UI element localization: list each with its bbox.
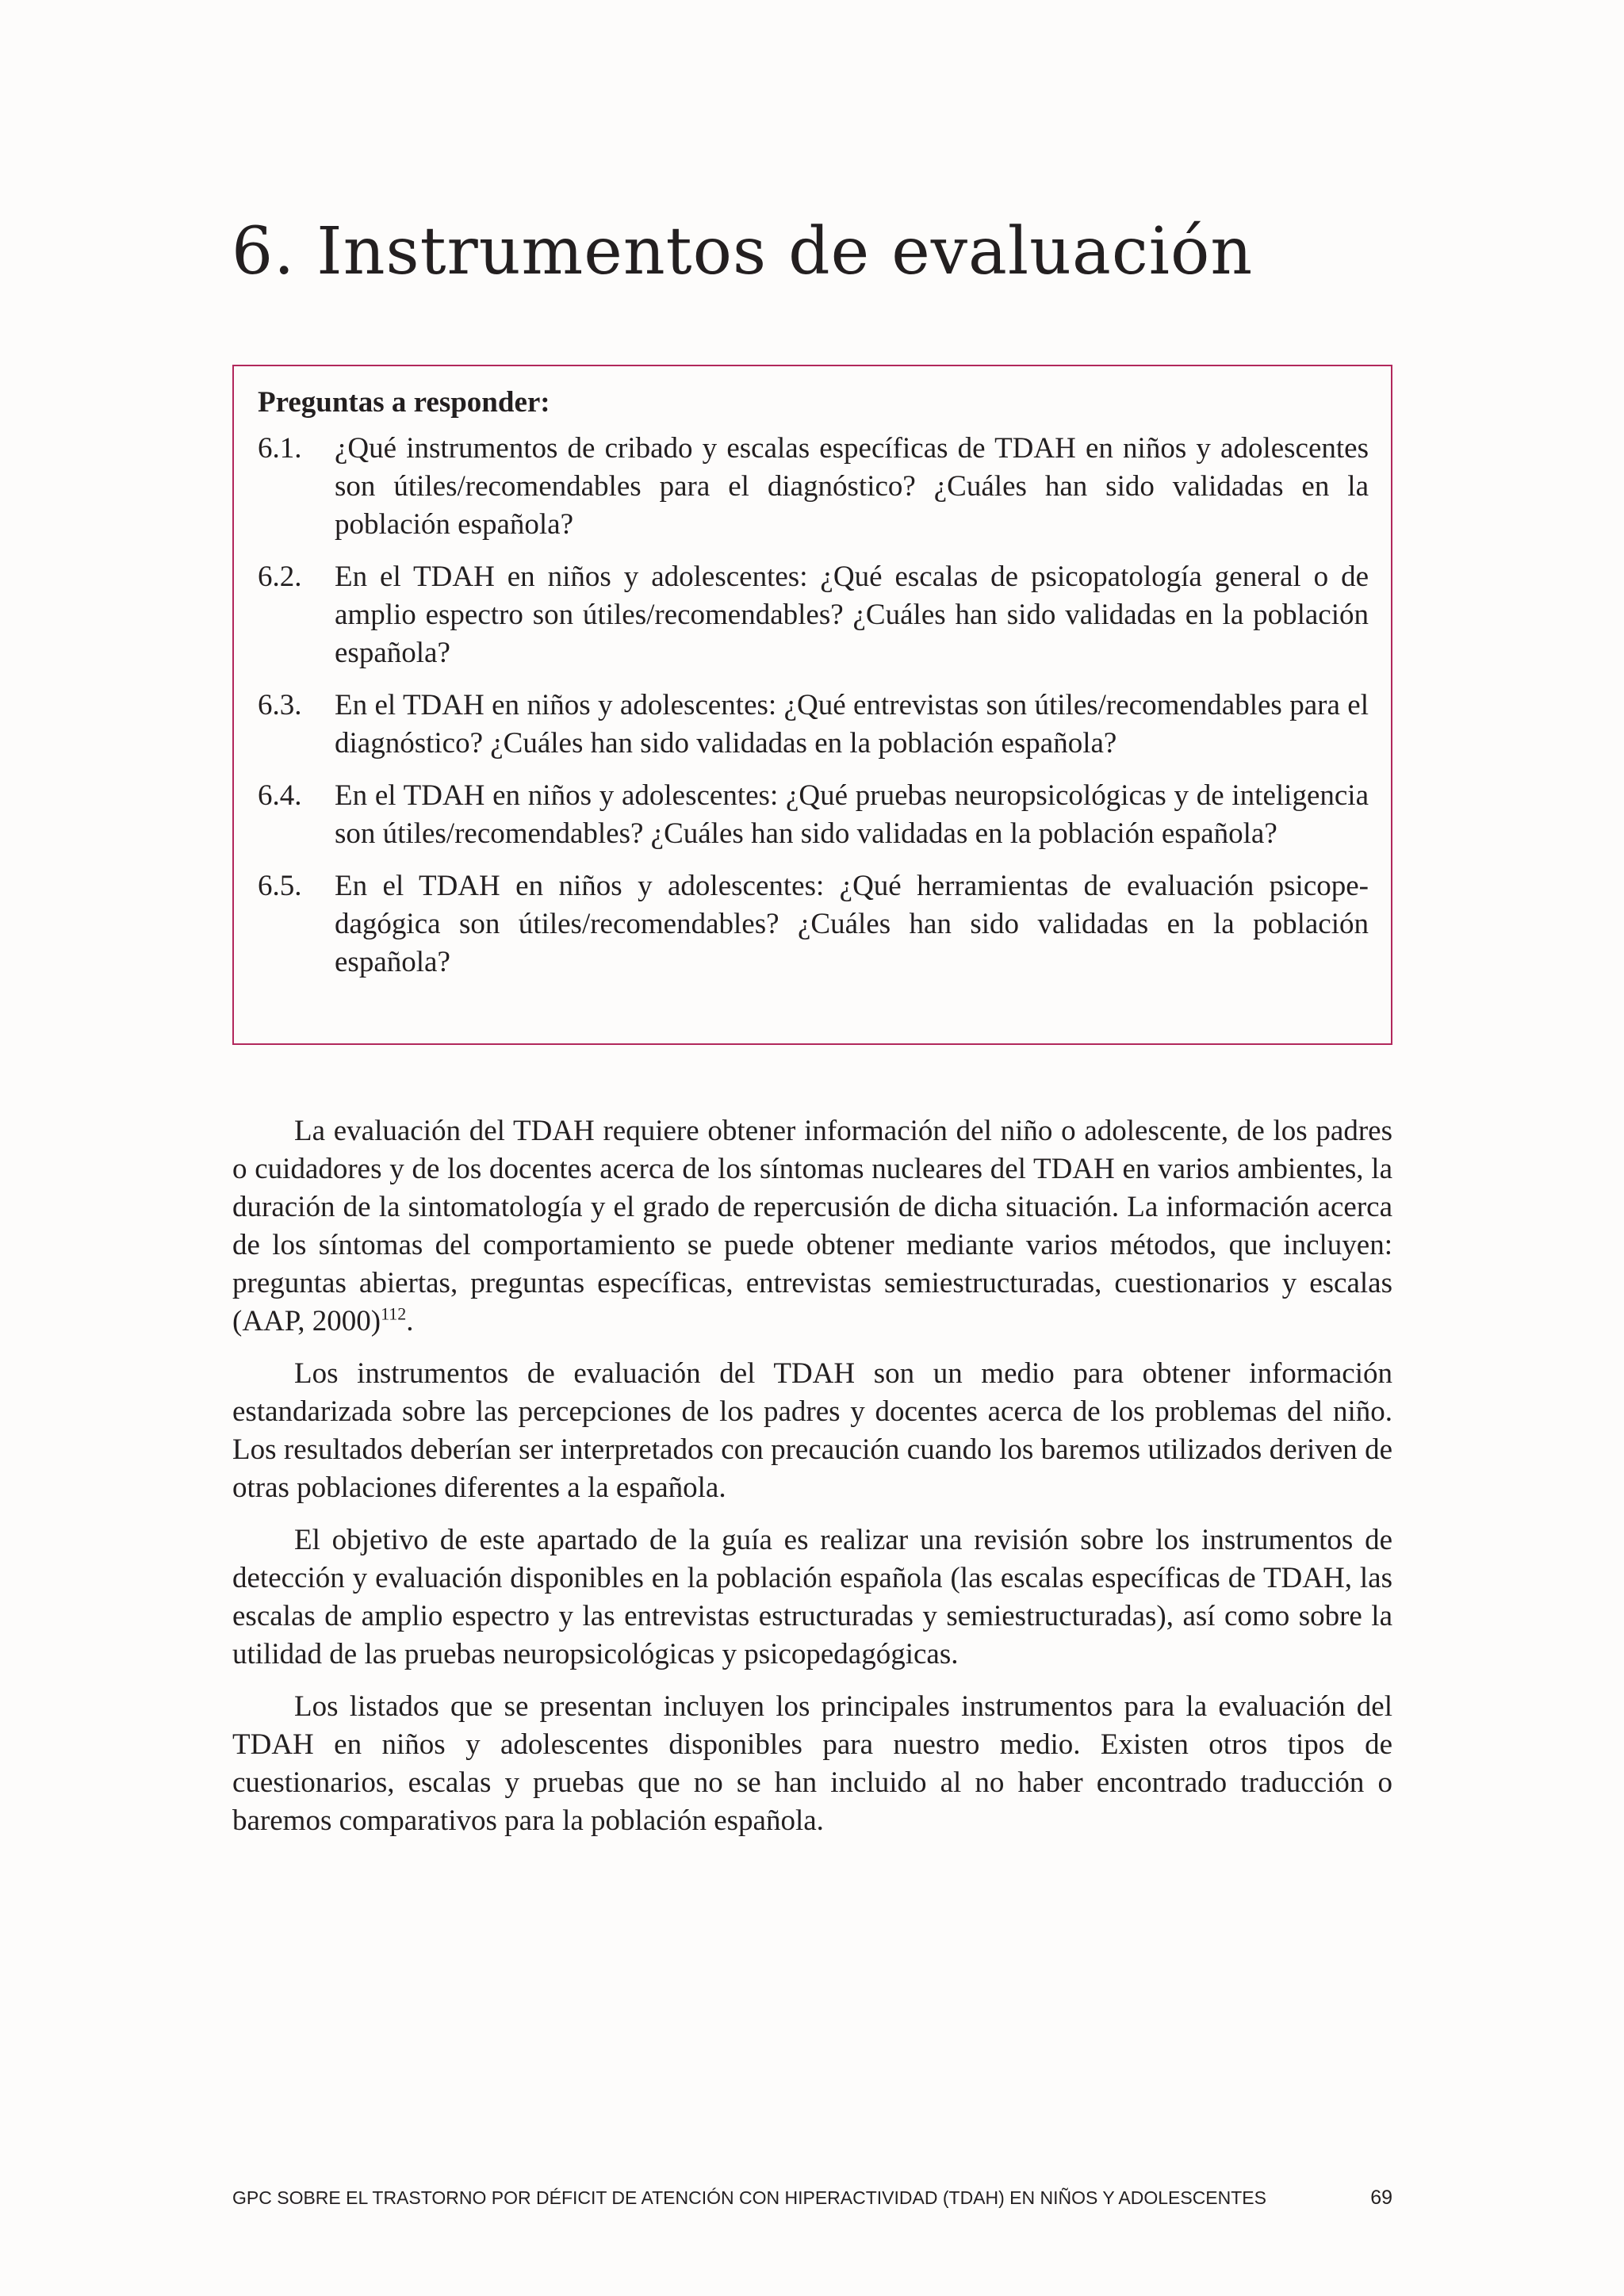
body-paragraph: El objetivo de este apartado de la guía es realizar una revisión sobre los instrumentos de detección y evaluación disponibles en la población española (las escalas específicas de TDAH, las escalas de amplio espectro y las entrevistas estructuradas y semiestructuradas), así como sobre la utilidad de las pruebas neuropsicológicas y psicopedagógicas. — [232, 1524, 1392, 1670]
question-number: 6.3. — [258, 689, 302, 721]
question-text: En el TDAH en niños y adolescentes: ¿Qué entrevistas son útiles/recomendables para el diagnóstico? ¿Cuáles han sido validadas en la población española? — [335, 689, 1369, 760]
page-number: 69 — [1370, 2187, 1392, 2209]
reference-superscript: 112 — [381, 1303, 407, 1324]
body-paragraph: Los listados que se presentan incluyen los principales instrumentos para la evaluación del TDAH en niños y adolescentes disponibles para nuestro medio. Existen otros tipos de cuestionarios, escalas y pruebas que no se han incluido al no haber encontrado traducción o baremos comparativos para la población española. — [232, 1690, 1392, 1837]
question-item — [258, 558, 1369, 672]
question-number: 6.5. — [258, 870, 302, 902]
question-item — [258, 430, 1369, 544]
question-item — [258, 687, 1369, 763]
body-paragraph: Los instrumentos de evaluación del TDAH son un medio para obtener información estandarizada sobre las percepciones de los padres y docentes acerca de los problemas del niño. Los resultados deberían ser interpretados con precaución cuando los baremos utilizados deriven de otras poblaciones diferentes a la española. — [232, 1357, 1392, 1504]
questions-box — [232, 365, 1392, 1045]
footer-title: GPC SOBRE EL TRASTORNO POR DÉFICIT DE ATENCIÓN CON HIPERACTIVIDAD (TDAH) EN NIÑOS Y ADOLESCENTES — [232, 2187, 1266, 2208]
question-text: En el TDAH en niños y adolescentes: ¿Qué pruebas neuropsicológicas y de inteligencia son útiles/recomendables? ¿Cuáles han sido validadas en la población española? — [335, 779, 1369, 850]
questions-heading: Preguntas a responder: — [258, 386, 550, 419]
page-title: 6. Instrumentos de evaluación — [232, 214, 1254, 289]
question-item — [258, 867, 1369, 982]
question-text: ¿Qué instrumentos de cribado y escalas específicas de TDAH en niños y adolescentes son útiles/recomendables para el diagnóstico? ¿Cuáles han sido validadas en la población española? — [335, 432, 1369, 541]
page-footer — [232, 2186, 1392, 2210]
body-paragraph: La evaluación del TDAH requiere obtener información del niño o adolescente, de los padres o cuidadores y de los docentes acerca de los síntomas nucleares del TDAH en varios ambientes, la duración de la sintomatología y el grado de repercusión de dicha situación. La información acerca de los síntomas del comportamiento se puede obtener mediante varios métodos, que incluyen: preguntas abiertas, preguntas específicas, entrevistas semiestructuradas, cuestionarios y escalas (AAP, 2000)$^{112}$. — [232, 1115, 1392, 1337]
question-text: En el TDAH en niños y adolescentes: ¿Qué herramientas de evaluación psicopedagógica son útiles/recomendables? ¿Cuáles han sido validadas en la población española? — [335, 870, 1369, 978]
question-number: 6.2. — [258, 561, 302, 593]
question-item — [258, 777, 1369, 853]
question-number: 6.4. — [258, 779, 302, 812]
question-number: 6.1. — [258, 432, 302, 465]
body-text — [232, 1112, 1392, 1854]
question-text: En el TDAH en niños y adolescentes: ¿Qué escalas de psicopatología general o de amplio espectro son útiles/recomendables? ¿Cuáles han sido validadas en la población española? — [335, 561, 1369, 669]
